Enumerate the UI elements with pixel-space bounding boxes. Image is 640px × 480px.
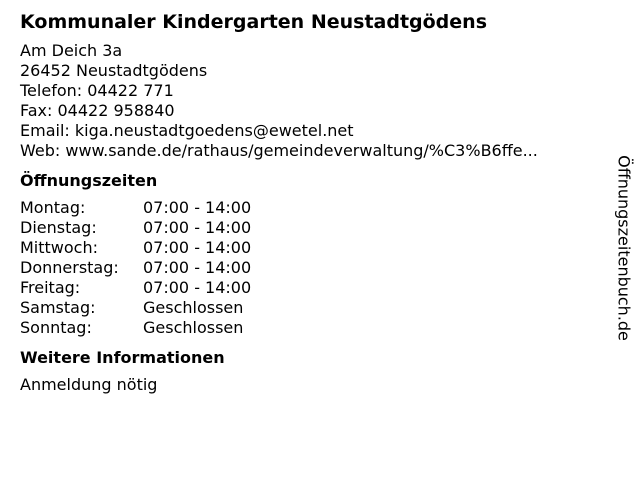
info-heading: Weitere Informationen	[20, 348, 225, 367]
time-value: 07:00 - 14:00	[143, 258, 252, 277]
time-value: 07:00 - 14:00	[143, 278, 252, 297]
hours-row	[20, 218, 610, 238]
phone-line: Telefon: 04422 771	[20, 81, 174, 100]
hours-row	[20, 298, 610, 318]
time-value: 07:00 - 14:00	[143, 238, 252, 257]
listing-card	[20, 10, 610, 395]
hours-table	[20, 198, 610, 338]
day-label: Donnerstag:	[20, 258, 119, 277]
web-line[interactable]: Web: www.sande.de/rathaus/gemeindeverwaltung/%C3%B6ffe...	[20, 141, 538, 160]
day-label: Mittwoch:	[20, 238, 98, 257]
hours-row	[20, 318, 610, 338]
hours-row	[20, 238, 610, 258]
day-label: Montag:	[20, 198, 86, 217]
day-label: Dienstag:	[20, 218, 97, 237]
time-value: Geschlossen	[143, 318, 244, 337]
fax-line: Fax: 04422 958840	[20, 101, 175, 120]
hours-row	[20, 258, 610, 278]
day-label: Freitag:	[20, 278, 81, 297]
side-brand-label: Öffnungszeitenbuch.de	[614, 155, 634, 341]
time-value: Geschlossen	[143, 298, 244, 317]
day-label: Samstag:	[20, 298, 96, 317]
hours-heading: Öffnungszeiten	[20, 171, 158, 190]
email-line[interactable]: Email: kiga.neustadtgoedens@ewetel.net	[20, 121, 354, 140]
street-address: Am Deich 3a	[20, 41, 123, 60]
hours-row	[20, 198, 610, 218]
city-address: 26452 Neustadtgödens	[20, 61, 208, 80]
hours-row	[20, 278, 610, 298]
day-label: Sonntag:	[20, 318, 92, 337]
time-value: 07:00 - 14:00	[143, 198, 252, 217]
address-block	[20, 41, 610, 161]
info-text: Anmeldung nötig	[20, 375, 158, 394]
page-title: Kommunaler Kindergarten Neustadtgödens	[20, 11, 488, 33]
time-value: 07:00 - 14:00	[143, 218, 252, 237]
